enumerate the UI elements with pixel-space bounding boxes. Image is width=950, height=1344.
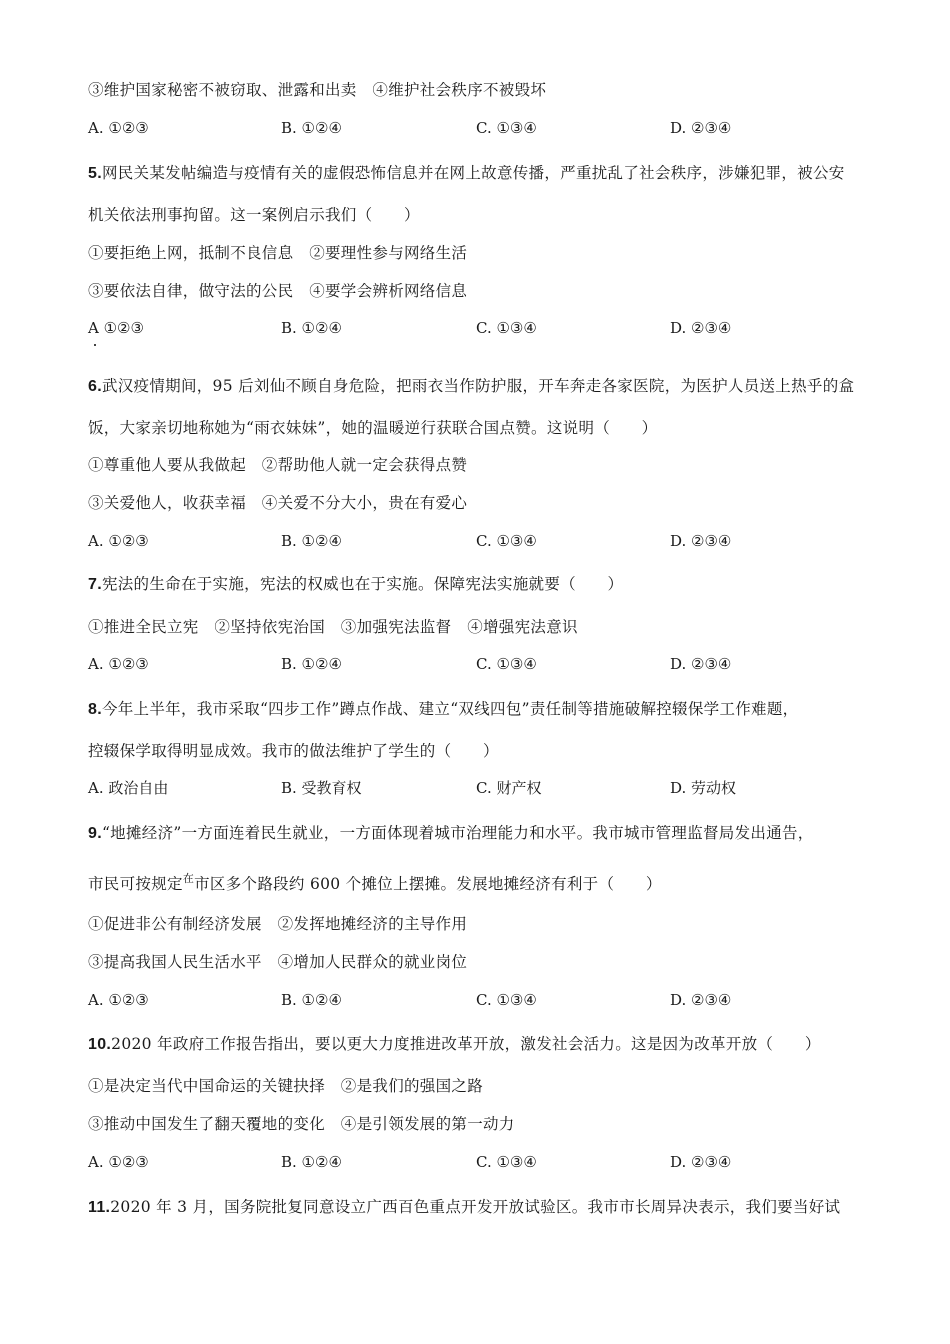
q6-stem-text-1: 武汉疫情期间，95 后刘仙不顾自身危险，把雨衣当作防护服，开车奔走各家医院，为医护人员送上热乎的盒	[101, 377, 855, 395]
q10-option-a[interactable]: A. ①②③	[88, 1153, 149, 1171]
q11-stem-text-1: 2020 年 3 月，国务院批复同意设立广西百色重点开发开放试验区。我市市长周异决表示，我们要当好试	[110, 1198, 841, 1216]
q5-item-line-1: ①要拒绝上网，抵制不良信息 ②要理性参与网络生活	[88, 244, 468, 262]
q6-option-b[interactable]: B. ①②④	[281, 532, 342, 550]
q8-stem-line-2: 控辍保学取得明显成效。我市的做法维护了学生的（ ）	[88, 742, 499, 760]
q5-option-a[interactable]: A ①②③	[88, 319, 144, 337]
q8-option-c[interactable]: C. 财产权	[476, 779, 542, 797]
q8-option-d[interactable]: D. 劳动权	[670, 779, 737, 797]
q9-stem-small-word: 在	[182, 872, 195, 885]
q5-stem-line-2: 机关依法刑事拘留。这一案例启示我们（ ）	[88, 206, 420, 224]
q9-option-b[interactable]: B. ①②④	[281, 991, 342, 1009]
q10-option-d[interactable]: D. ②③④	[670, 1153, 732, 1171]
q10-stem-text-1: 2020 年政府工作报告指出，要以更大力度推进改革开放，激发社会活力。这是因为改革开放（ ）	[111, 1035, 821, 1053]
q10-stem-line-1	[88, 1034, 821, 1055]
q5-stem-text-1: 网民关某发帖编造与疫情有关的虚假恐怖信息并在网上故意传播，严重扰乱了社会秩序，涉嫌犯罪，被公安	[101, 164, 845, 182]
q6-item-line-1: ①尊重他人要从我做起 ②帮助他人就一定会获得点赞	[88, 456, 468, 474]
q6-option-d[interactable]: D. ②③④	[670, 532, 732, 550]
q7-stem-text-1: 宪法的生命在于实施，宪法的权威也在于实施。保障宪法实施就要（ ）	[101, 575, 624, 593]
q6-stem-line-1	[88, 376, 854, 397]
q8-option-a[interactable]: A. 政治自由	[88, 779, 169, 797]
q10-number: 10.	[88, 1036, 112, 1053]
q11-stem-line-1	[88, 1197, 840, 1218]
q4-item-line: ③维护国家秘密不被窃取、泄露和出卖 ④维护社会秩序不被毁坏	[88, 81, 547, 99]
stray-dot	[94, 344, 96, 346]
q7-option-b[interactable]: B. ①②④	[281, 655, 342, 673]
q10-option-c[interactable]: C. ①③④	[476, 1153, 537, 1171]
q6-option-c[interactable]: C. ①③④	[476, 532, 537, 550]
q7-option-c[interactable]: C. ①③④	[476, 655, 537, 673]
q9-stem-text-2a: 市民可按规定	[88, 875, 183, 893]
q6-stem-line-2: 饭，大家亲切地称她为“雨衣妹妹”，她的温暖逆行获联合国点赞。这说明（ ）	[88, 419, 658, 437]
q7-item-line-1: ①推进全民立宪 ②坚持依宪治国 ③加强宪法监督 ④增强宪法意识	[88, 618, 578, 636]
q5-option-d[interactable]: D. ②③④	[670, 319, 732, 337]
q4-option-a[interactable]: A. ①②③	[88, 119, 149, 137]
q9-number: 9.	[88, 825, 102, 842]
q6-number: 6.	[88, 378, 102, 395]
q4-option-d[interactable]: D. ②③④	[670, 119, 732, 137]
q9-stem-line-2	[88, 874, 662, 896]
q8-number: 8.	[88, 701, 102, 718]
q5-number: 5.	[88, 165, 102, 182]
q10-item-line-1: ①是决定当代中国命运的关键抉择 ②是我们的强国之路	[88, 1077, 484, 1095]
q7-stem-line-1	[88, 574, 623, 595]
q6-option-a[interactable]: A. ①②③	[88, 532, 149, 550]
q5-stem-line-1	[88, 163, 845, 184]
q9-stem-text-1: “地摊经济”一方面连着民生就业，一方面体现着城市治理能力和水平。我市城市管理监督局发出通告，	[101, 824, 814, 842]
q10-option-b[interactable]: B. ①②④	[281, 1153, 342, 1171]
q9-item-line-2: ③提高我国人民生活水平 ④增加人民群众的就业岗位	[88, 953, 468, 971]
q9-option-a[interactable]: A. ①②③	[88, 991, 149, 1009]
q9-option-c[interactable]: C. ①③④	[476, 991, 537, 1009]
q5-option-c[interactable]: C. ①③④	[476, 319, 537, 337]
q7-option-a[interactable]: A. ①②③	[88, 655, 149, 673]
q10-item-line-2: ③推动中国发生了翻天覆地的变化 ④是引领发展的第一动力	[88, 1115, 515, 1133]
q8-option-b[interactable]: B. 受教育权	[281, 779, 362, 797]
q9-item-line-1: ①促进非公有制经济发展 ②发挥地摊经济的主导作用	[88, 915, 468, 933]
q4-option-c[interactable]: C. ①③④	[476, 119, 537, 137]
q11-number: 11.	[88, 1199, 111, 1216]
q5-item-line-2: ③要依法自律，做守法的公民 ④要学会辨析网络信息	[88, 282, 468, 300]
q5-option-b[interactable]: B. ①②④	[281, 319, 342, 337]
q8-stem-text-1: 今年上半年，我市采取“四步工作”蹲点作战、建立“双线四包”责任制等措施破解控辍保学工作难题，	[101, 700, 799, 718]
q9-option-d[interactable]: D. ②③④	[670, 991, 732, 1009]
q4-option-b[interactable]: B. ①②④	[281, 119, 342, 137]
q8-stem-line-1	[88, 699, 798, 720]
q9-stem-text-2b: 市区多个路段约 600 个摊位上摆摊。发展地摊经济有利于（ ）	[194, 875, 662, 893]
q7-number: 7.	[88, 576, 102, 593]
q7-option-d[interactable]: D. ②③④	[670, 655, 732, 673]
q6-item-line-2: ③关爱他人，收获幸福 ④关爱不分大小，贵在有爱心	[88, 494, 468, 512]
q9-stem-line-1	[88, 823, 814, 844]
